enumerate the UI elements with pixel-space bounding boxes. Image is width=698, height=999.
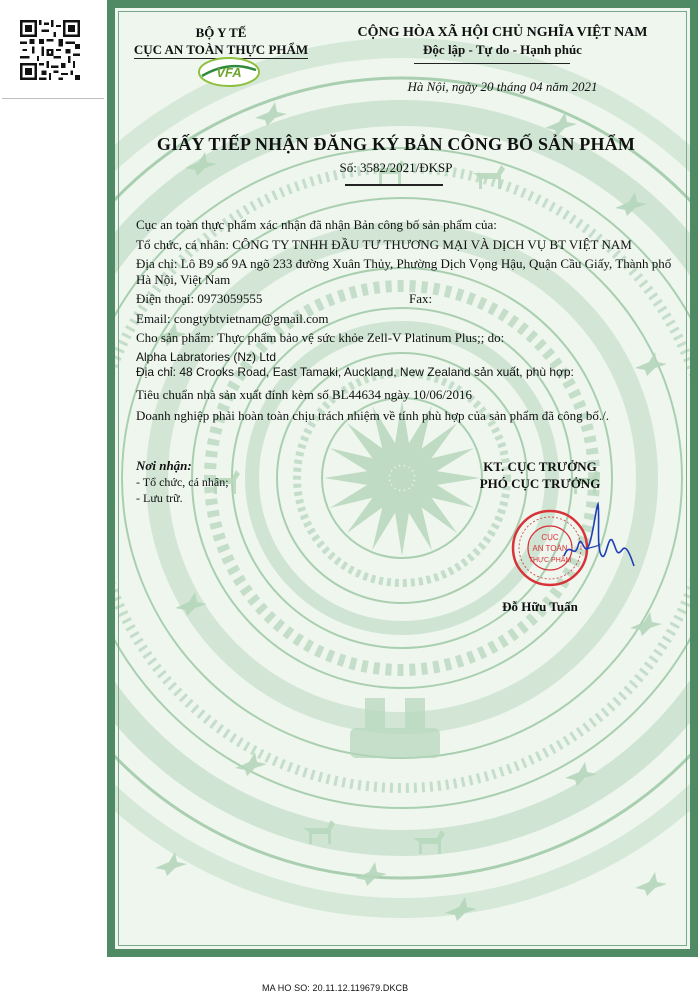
responsibility-statement: Doanh nghiệp phải hoàn toàn chịu trách nhiệm về tính phù hợp của sản phẩm đã công bố./. <box>136 408 609 423</box>
contact-row <box>136 291 676 307</box>
fax: Fax: <box>409 291 433 306</box>
recipients-title: Nơi nhận: <box>136 458 192 473</box>
svg-text:CỤC: CỤC <box>541 533 559 542</box>
title-underline <box>345 184 443 186</box>
issuer-header <box>116 24 326 59</box>
recipient-item: - Lưu trữ. <box>136 491 183 505</box>
standard: Tiêu chuẩn nhà sản xuất đính kèm số BL44634 ngày 10/06/2016 <box>136 386 473 402</box>
signer-name: Đỗ Hữu Tuấn <box>502 599 578 614</box>
svg-text:VFA: VFA <box>216 65 242 80</box>
motto-underline <box>414 63 570 64</box>
intro-text: Cục an toàn thực phẩm xác nhận đã nhận Bản công bố sản phẩm của: <box>136 217 497 232</box>
handwritten-signature <box>560 500 640 580</box>
agency-name: CỤC AN TOÀN THỰC PHẨM <box>133 42 309 57</box>
signatory-line1: KT. CỤC TRƯỞNG <box>483 459 597 474</box>
svg-text:AN TOÀN: AN TOÀN <box>532 544 568 553</box>
document-title: GIẤY TIẾP NHẬN ĐĂNG KÝ BẢN CÔNG BỐ SẢN PHẨM <box>156 134 636 154</box>
product-line: Cho sản phẩm: Thực phẩm bảo vệ sức khỏe Zell-V Platinum Plus;; do: <box>136 330 505 345</box>
organization-address: Địa chỉ: Lô B9 số 9A ngõ 233 đường Xuân Thủy, Phường Dịch Vọng Hậu, Quận Cầu Giấy, Thành phố Hà Nội, Việt Nam <box>136 256 672 287</box>
ministry-name: BỘ Y TẾ <box>195 25 247 40</box>
country-name: CỘNG HÒA XÃ HỘI CHỦ NGHĨA VIỆT NAM <box>357 25 648 40</box>
issue-date: Hà Nội, ngày 20 tháng 04 năm 2021 <box>407 79 598 94</box>
email: Email: congtybtvietnam@gmail.com <box>136 310 329 326</box>
signatory-line2: PHÓ CỤC TRƯỞNG <box>479 476 601 491</box>
phone: Điện thoại: 0973059555 <box>136 291 263 306</box>
svg-text:THỰC PHẨM: THỰC PHẨM <box>528 557 572 564</box>
national-motto: Độc lập - Tự do - Hạnh phúc <box>423 42 582 57</box>
document-number: Số: 3582/2021/ĐKSP <box>339 160 453 175</box>
recipients-list <box>136 474 229 506</box>
manufacturer: Alpha Labratories (Nz) Ltd <box>136 349 277 364</box>
divider-rule <box>2 98 104 99</box>
qr-code <box>20 20 80 80</box>
certificate-body <box>136 217 676 424</box>
manufacturer-address: Địa chỉ: 48 Crooks Road, East Tamaki, Auckland, New Zealand sản xuất, phù hợp: <box>136 365 574 379</box>
signatory-title <box>440 458 640 492</box>
national-header <box>330 24 675 58</box>
vfa-logo <box>196 56 262 88</box>
recipient-item: - Tổ chức, cá nhân; <box>136 475 229 489</box>
dossier-code: MA HO SO: 20.11.12.119679.DKCB <box>262 983 409 993</box>
organization: Tổ chức, cá nhân: CÔNG TY TNHH ĐẦU TƯ THƯƠNG MẠI VÀ DỊCH VỤ BT VIỆT NAM <box>136 236 632 252</box>
